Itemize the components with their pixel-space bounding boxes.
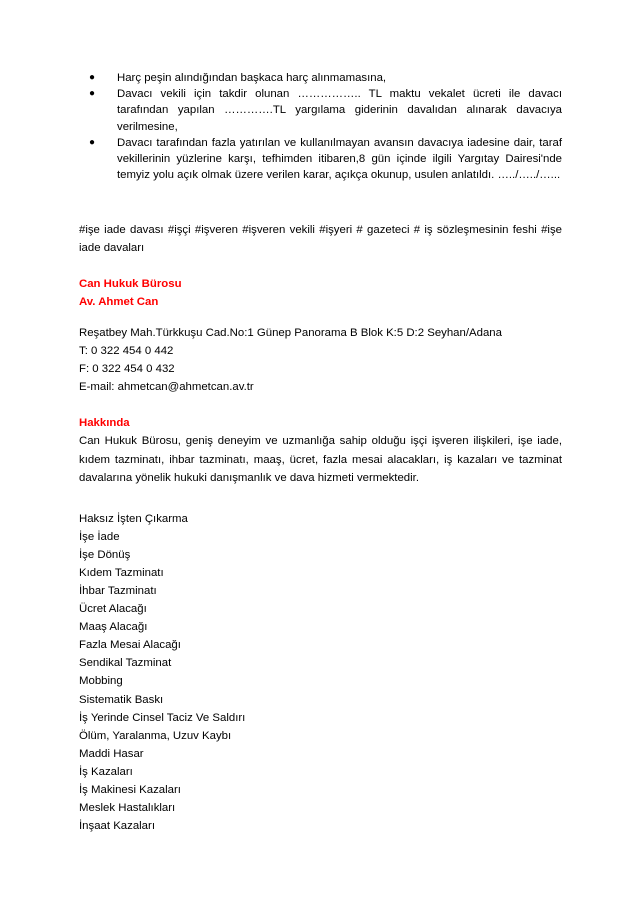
contact-block bbox=[79, 324, 562, 396]
service-item: Sistematik Baskı bbox=[79, 693, 164, 706]
service-item: Ücret Alacağı bbox=[79, 603, 147, 616]
service-item: İş Makinesi Kazaları bbox=[79, 784, 181, 797]
service-item: Haksız İşten Çıkarma bbox=[79, 512, 188, 525]
firm-block bbox=[79, 275, 562, 311]
document-page bbox=[79, 70, 562, 835]
bullet-text: Davacı vekili için takdir olunan …………….. TL maktu vekalet ücreti ile davacı tarafından yapılan ………….TL yargılama giderinin davalıdan alınarak davacıya verilmesine, bbox=[117, 88, 562, 133]
email-line: E-mail: ahmetcan@ahmetcan.av.tr bbox=[79, 381, 254, 394]
bullet-text: Harç peşin alındığından başkaca harç alınmamasına, bbox=[117, 72, 387, 84]
service-item: Meslek Hastalıkları bbox=[79, 802, 176, 815]
services-list bbox=[79, 510, 562, 836]
about-paragraph: Can Hukuk Bürosu, geniş deneyim ve uzmanlığa sahip olduğu işçi işveren ilişkileri, işe iade, kıdem tazminatı, ihbar tazminatı, maaş, ücret, fazla mesai alacakları, iş kazaları ve tazminat davalarına yönelik hukuki danışmanlık ve dava hizmeti vermektedir. bbox=[79, 435, 562, 485]
service-item: İşe Dönüş bbox=[79, 548, 131, 561]
service-item: Mobbing bbox=[79, 675, 123, 688]
service-item: Sendikal Tazminat bbox=[79, 657, 172, 670]
service-item: Maddi Hasar bbox=[79, 747, 144, 760]
service-item: Kıdem Tazminatı bbox=[79, 566, 164, 579]
firm-name: Can Hukuk Bürosu bbox=[79, 278, 182, 291]
address-line: Reşatbey Mah.Türkkuşu Cad.No:1 Günep Panorama B Blok K:5 D:2 Seyhan/Adana bbox=[79, 327, 502, 340]
about-heading: Hakkında bbox=[79, 417, 130, 430]
bullet-item bbox=[89, 135, 562, 184]
ruling-bullet-list bbox=[79, 70, 562, 183]
service-item: İşe İade bbox=[79, 530, 120, 543]
bullet-text: Davacı tarafından fazla yatırılan ve kullanılmayan avansın davacıya iadesine dair, taraf vekillerinin yüzlerine karşı, tefhimden itibaren,8 gün içinde ilgili Yargıtay Dairesi'nde temyiz yolu açık olmak üzere verilen karar, açıkça okunup, usulen anlatıldı. …../…../…... bbox=[117, 136, 562, 182]
service-item: İş Yerinde Cinsel Taciz Ve Saldırı bbox=[79, 711, 246, 724]
phone-line: T: 0 322 454 0 442 bbox=[79, 345, 174, 358]
service-item: Ölüm, Yaralanma, Uzuv Kaybı bbox=[79, 729, 232, 742]
bullet-icon: ● bbox=[89, 72, 96, 83]
bullet-item bbox=[89, 86, 562, 135]
service-item: İnşaat Kazaları bbox=[79, 820, 155, 833]
service-item: Maaş Alacağı bbox=[79, 621, 148, 634]
service-item: İhbar Tazminatı bbox=[79, 585, 157, 598]
service-item: Fazla Mesai Alacağı bbox=[79, 639, 181, 652]
hashtags-paragraph: #işe iade davası #işçi #işveren #işveren vekili #işyeri # gazeteci # iş sözleşmesinin feshi #işe iade davaları bbox=[79, 224, 562, 255]
bullet-item bbox=[89, 70, 562, 86]
bullet-icon: ● bbox=[89, 136, 96, 148]
lawyer-name: Av. Ahmet Can bbox=[79, 296, 159, 309]
service-item: İş Kazaları bbox=[79, 765, 133, 778]
bullet-icon: ● bbox=[89, 88, 96, 100]
fax-line: F: 0 322 454 0 432 bbox=[79, 363, 175, 376]
